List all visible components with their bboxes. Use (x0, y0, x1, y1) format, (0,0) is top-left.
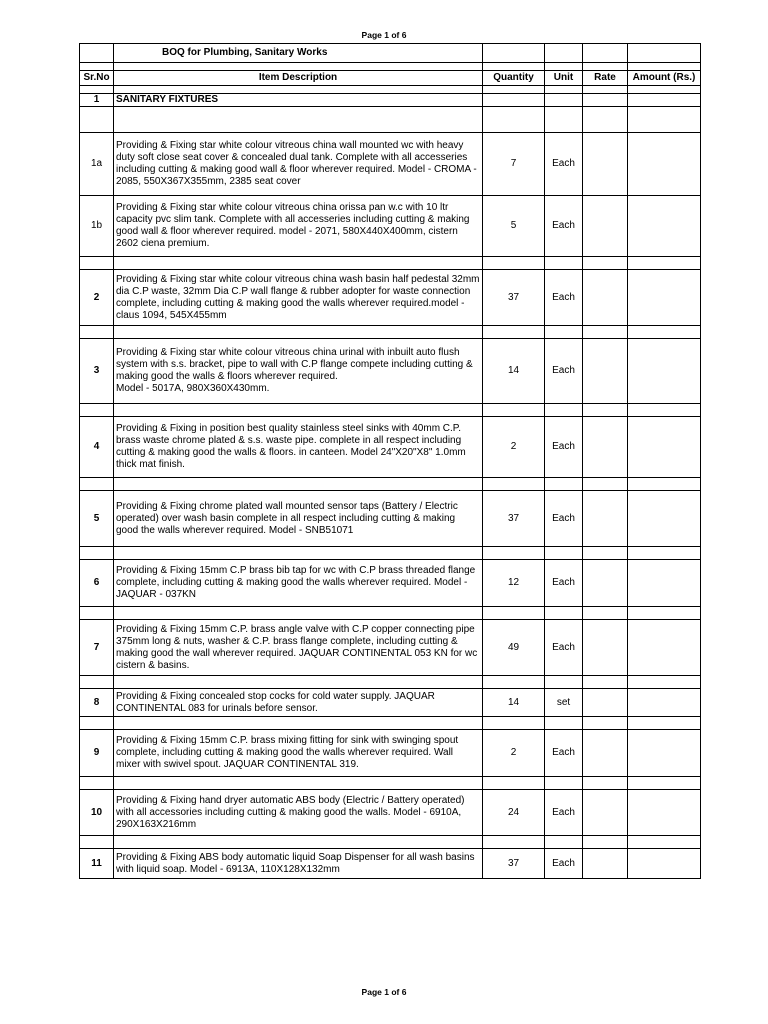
item-row (80, 689, 701, 717)
item-quantity: 14 (483, 689, 545, 717)
item-sr-no: 5 (80, 491, 114, 547)
item-rate (583, 417, 628, 478)
item-amount (628, 790, 701, 836)
item-unit: Each (545, 849, 583, 879)
item-rate (583, 270, 628, 326)
item-amount (628, 689, 701, 717)
section-row (80, 94, 701, 107)
item-description: Providing & Fixing chrome plated wall mounted sensor taps (Battery / Electric operated) over wash basin complete in all respect including cutting & making good the walls wherever required. Model - SNB51071 (114, 491, 483, 547)
header-sr-no: Sr.No (80, 71, 114, 86)
item-quantity: 12 (483, 560, 545, 607)
document-title: BOQ for Plumbing, Sanitary Works (114, 44, 483, 63)
spacer-row (80, 777, 701, 790)
item-rate (583, 560, 628, 607)
item-unit: Each (545, 417, 583, 478)
item-amount (628, 491, 701, 547)
item-amount (628, 417, 701, 478)
item-rate (583, 620, 628, 676)
item-unit: Each (545, 339, 583, 404)
item-row (80, 196, 701, 257)
item-quantity: 49 (483, 620, 545, 676)
item-amount (628, 620, 701, 676)
item-row (80, 270, 701, 326)
item-sr-no: 1b (80, 196, 114, 257)
item-description: Providing & Fixing 15mm C.P brass bib tap for wc with C.P brass threaded flange complete, including cutting & making good the walls wherever required. Model - JAQUAR - 037KN (114, 560, 483, 607)
item-sr-no: 1a (80, 133, 114, 196)
item-unit: Each (545, 270, 583, 326)
item-sr-no: 7 (80, 620, 114, 676)
item-amount (628, 849, 701, 879)
item-unit: Each (545, 790, 583, 836)
item-unit: Each (545, 133, 583, 196)
spacer-row (80, 676, 701, 689)
header-item-description: Item Description (114, 71, 483, 86)
section-title: SANITARY FIXTURES (114, 94, 483, 107)
boq-table (79, 43, 701, 879)
item-rate (583, 491, 628, 547)
header-row (80, 71, 701, 86)
item-row (80, 133, 701, 196)
spacer-row (80, 257, 701, 270)
spacer-row (80, 107, 701, 133)
item-quantity: 14 (483, 339, 545, 404)
item-sr-no: 6 (80, 560, 114, 607)
page-number-top: Page 1 of 6 (361, 30, 407, 40)
item-amount (628, 560, 701, 607)
item-description: Providing & Fixing concealed stop cocks for cold water supply. JAQUAR CONTINENTAL 083 for urinals before sensor. (114, 689, 483, 717)
item-quantity: 37 (483, 270, 545, 326)
item-quantity: 2 (483, 730, 545, 777)
item-row (80, 417, 701, 478)
header-rate: Rate (583, 71, 628, 86)
item-sr-no: 4 (80, 417, 114, 478)
item-quantity: 37 (483, 849, 545, 879)
item-quantity: 24 (483, 790, 545, 836)
item-sr-no: 8 (80, 689, 114, 717)
section-sr-no: 1 (80, 94, 114, 107)
item-row (80, 560, 701, 607)
spacer-row (80, 326, 701, 339)
item-description: Providing & Fixing star white colour vitreous china orissa pan w.c with 10 ltr capacity pvc slim tank. Complete with all accesseries including cutting & making good wall & floor wherever required. model - 2071, 580X440X400mm, cistern 2602 ciena premium. (114, 196, 483, 257)
item-amount (628, 133, 701, 196)
item-description: Providing & Fixing in position best quality stainless steel sinks with 40mm C.P. brass waste chrome plated & s.s. waste pipe. complete in all respect including cutting & making good the walls & floors. in canteen. Model 24"X20"X8" 1.0mm thick mat finish. (114, 417, 483, 478)
item-quantity: 5 (483, 196, 545, 257)
item-quantity: 37 (483, 491, 545, 547)
item-amount (628, 196, 701, 257)
item-description: Providing & Fixing star white colour vitreous china wash basin half pedestal 32mm dia C.P waste, 32mm Dia C.P wall flange & rubber adopter for waste connection complete, including cutting & making good the walls wherever required.model - claus 1094, 545X455mm (114, 270, 483, 326)
item-row (80, 849, 701, 879)
item-sr-no: 9 (80, 730, 114, 777)
item-sr-no: 10 (80, 790, 114, 836)
item-description: Providing & Fixing ABS body automatic liquid Soap Dispenser for all wash basins with liquid soap. Model - 6913A, 110X128X132mm (114, 849, 483, 879)
item-quantity: 2 (483, 417, 545, 478)
item-rate (583, 730, 628, 777)
item-unit: Each (545, 730, 583, 777)
item-description: Providing & Fixing star white colour vitreous china wall mounted wc with heavy duty soft close seat cover & concealed dual tank. Complete with all accesseries including cutting & making good wall & floor wherever required. Model - CROMA - 2085, 550X367X355mm, 2385 seat cover (114, 133, 483, 196)
item-sr-no: 3 (80, 339, 114, 404)
item-row (80, 339, 701, 404)
item-row (80, 790, 701, 836)
spacer-row (80, 404, 701, 417)
item-amount (628, 270, 701, 326)
item-description: Providing & Fixing hand dryer automatic ABS body (Electric / Battery operated) with all accessories including cutting & making good the walls. Model - 6910A, 290X163X216mm (114, 790, 483, 836)
item-rate (583, 689, 628, 717)
spacer-row (80, 836, 701, 849)
header-quantity: Quantity (483, 71, 545, 86)
page-number-bottom: Page 1 of 6 (361, 987, 407, 997)
item-description: Providing & Fixing 15mm C.P. brass angle valve with C.P copper connecting pipe 375mm long & nuts, washer & C.P. brass flange complete, including cutting & making good the wall wherever required. JAQUAR CONTINENTAL 053 KN for wc cistern & basins. (114, 620, 483, 676)
spacer-row (80, 547, 701, 560)
item-description: Providing & Fixing star white colour vitreous china urinal with inbuilt auto flush system with s.s. bracket, pipe to wall with C.P flange compete including cutting & making good the walls & floors wherever required. Model - 5017A, 980X360X430mm. (114, 339, 483, 404)
spacer-row (80, 717, 701, 730)
item-rate (583, 790, 628, 836)
item-row (80, 620, 701, 676)
item-rate (583, 339, 628, 404)
header-unit: Unit (545, 71, 583, 86)
item-row (80, 730, 701, 777)
item-rate (583, 133, 628, 196)
title-row (80, 44, 701, 63)
spacer-row (80, 63, 701, 71)
item-rate (583, 849, 628, 879)
item-sr-no: 11 (80, 849, 114, 879)
spacer-row (80, 478, 701, 491)
item-unit: Each (545, 560, 583, 607)
item-sr-no: 2 (80, 270, 114, 326)
item-amount (628, 730, 701, 777)
item-row (80, 491, 701, 547)
item-quantity: 7 (483, 133, 545, 196)
item-description: Providing & Fixing 15mm C.P. brass mixing fitting for sink with swinging spout complete, including cutting & making good the walls wherever required. Wall mixer with swivel spout. JAQUAR CONTINENTAL 319. (114, 730, 483, 777)
item-rate (583, 196, 628, 257)
spacer-row (80, 607, 701, 620)
header-amount: Amount (Rs.) (628, 71, 701, 86)
item-unit: Each (545, 491, 583, 547)
item-unit: set (545, 689, 583, 717)
item-unit: Each (545, 620, 583, 676)
spacer-row (80, 86, 701, 94)
item-amount (628, 339, 701, 404)
item-unit: Each (545, 196, 583, 257)
